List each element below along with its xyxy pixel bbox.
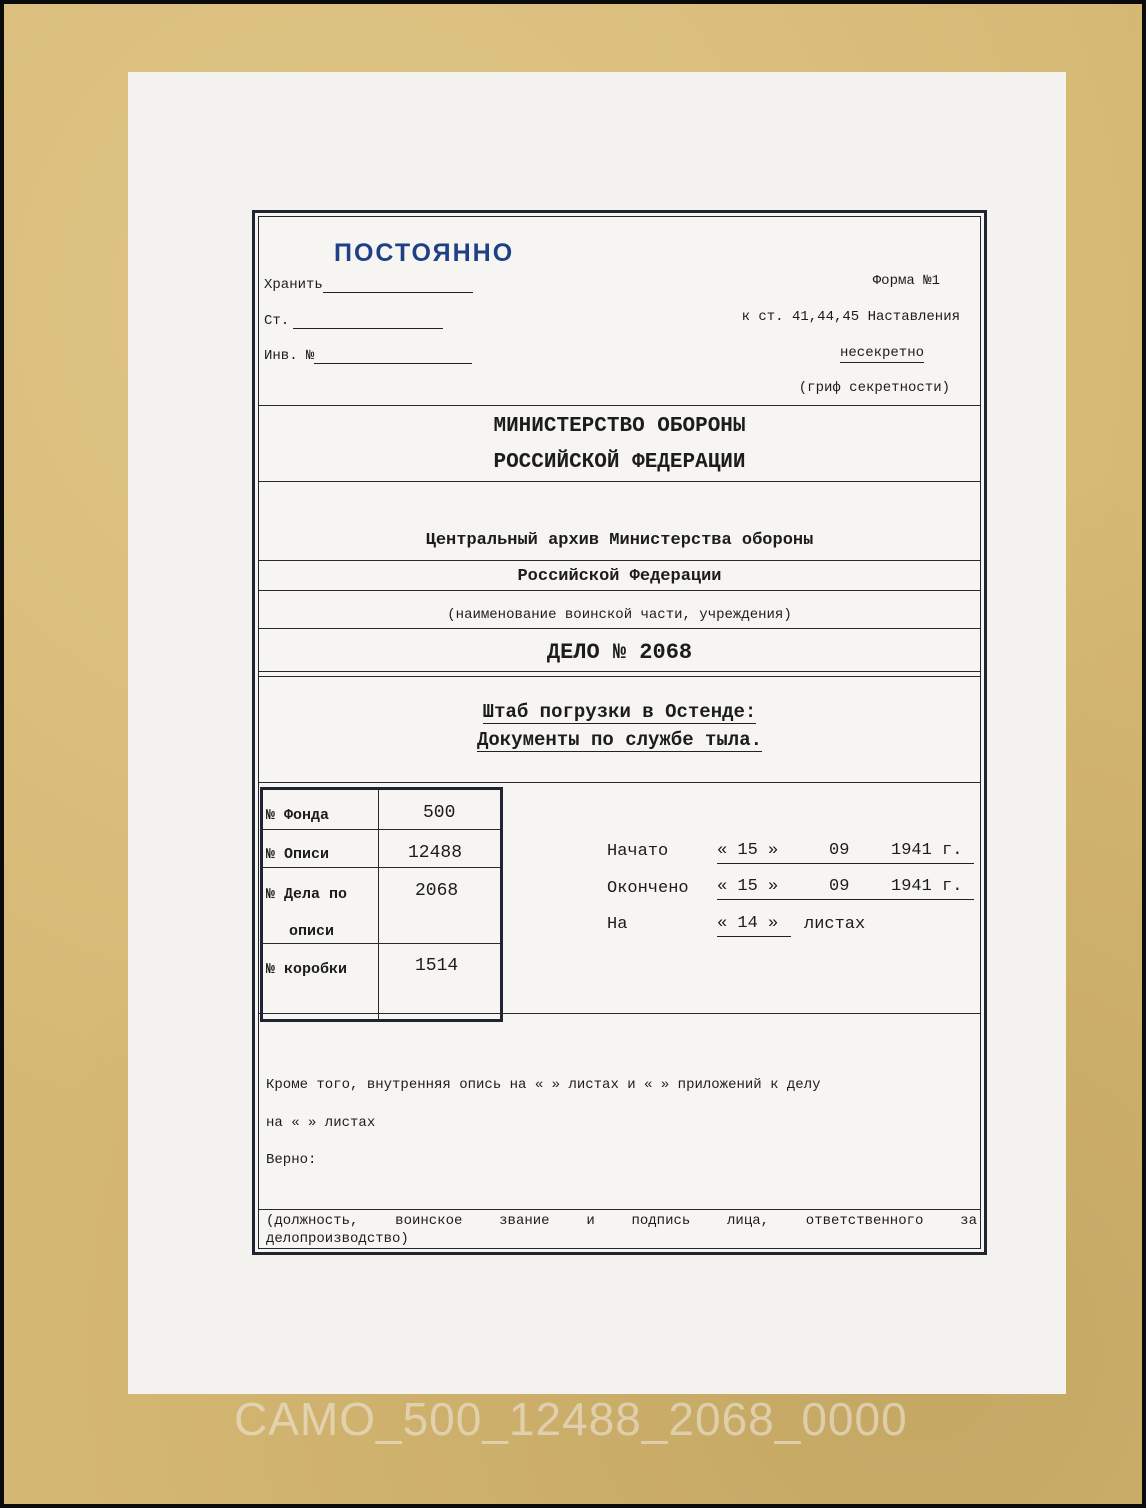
table-row-divider — [263, 943, 500, 944]
caption-word: (должность, — [266, 1213, 359, 1229]
secrecy-value: несекретно — [839, 345, 924, 361]
store-field — [264, 277, 473, 293]
secrecy-caption: (гриф секретности) — [798, 380, 950, 396]
ended-month: 09 — [829, 877, 850, 896]
ended-day: « 15 » — [717, 877, 779, 896]
fond-label: № Фонда — [266, 807, 330, 824]
box-label: № коробки — [266, 961, 348, 978]
divider — [259, 560, 980, 561]
divider — [259, 628, 980, 629]
caption-word: и — [586, 1213, 595, 1229]
signature-line — [259, 1209, 980, 1210]
store-line — [323, 278, 473, 293]
caption-word: лица, — [727, 1213, 770, 1229]
archive-caption: (наименование воинской части, учреждения) — [447, 607, 792, 623]
case-number: ДЕЛО № 2068 — [546, 640, 693, 665]
case-cover-inner — [258, 216, 981, 1249]
caption-word: звание — [499, 1213, 550, 1229]
case-index-table — [260, 787, 503, 1022]
ministry-line-2: РОССИЙСКОЙ ФЕДЕРАЦИИ — [493, 451, 746, 474]
caption-word: делопроизводство) — [266, 1231, 409, 1247]
started-year: 1941 г. — [891, 841, 963, 860]
divider — [259, 676, 980, 677]
case-title — [259, 729, 980, 751]
sheets-count — [717, 914, 791, 937]
internal-inventory-line: Кроме того, внутренняя опись на « » листах и « » приложений к делу — [266, 1077, 821, 1093]
signature-caption — [266, 1213, 977, 1229]
delo-label-1: № Дела по — [266, 886, 348, 903]
caption-word: подпись — [631, 1213, 691, 1229]
caption-word: ответственного — [805, 1213, 924, 1229]
verified-label: Верно: — [266, 1152, 317, 1168]
fond-value: 500 — [423, 803, 456, 823]
delo-label-2: описи — [289, 923, 335, 940]
sheets-label: На — [607, 915, 628, 934]
table-row-divider — [263, 867, 500, 868]
articles-reference: к ст. 41,44,45 Наставления — [741, 309, 960, 325]
divider — [259, 481, 980, 482]
inv-line — [314, 349, 472, 364]
started-label: Начато — [607, 842, 669, 861]
divider — [259, 1013, 980, 1014]
internal-inventory-sheets: на « » листах — [266, 1115, 376, 1131]
retention-stamp: ПОСТОЯННО — [334, 239, 515, 267]
case-title-line-1: Штаб погрузки в Остенде: — [482, 701, 757, 723]
box-value: 1514 — [415, 956, 459, 976]
archive-line-2: Российской Федерации — [517, 567, 722, 586]
store-label: Хранить — [264, 277, 323, 293]
delo-value: 2068 — [415, 881, 459, 901]
scan-watermark: CAMO_500_12488_2068_0000 — [234, 1393, 908, 1445]
divider — [259, 405, 980, 406]
opis-value: 12488 — [408, 843, 463, 863]
divider — [259, 782, 980, 783]
sheets-value: « 14 » — [717, 914, 779, 933]
case-title-line-2: Документы по службе тыла. — [476, 729, 763, 751]
divider — [259, 590, 980, 591]
st-line — [293, 314, 443, 329]
archive-line-1: Центральный архив Министерства обороны — [425, 531, 814, 550]
started-date — [717, 841, 974, 864]
form-number: Форма №1 — [872, 273, 940, 289]
started-day: « 15 » — [717, 841, 779, 860]
sheets-word: листах — [804, 915, 866, 934]
st-label: Ст. — [264, 313, 290, 329]
caption-word: за — [960, 1213, 977, 1229]
opis-label: № Описи — [266, 846, 330, 863]
st-field — [264, 313, 443, 329]
ministry-line-1: МИНИСТЕРСТВО ОБОРОНЫ — [493, 415, 746, 438]
ended-year: 1941 г. — [891, 877, 963, 896]
ended-label: Окончено — [607, 879, 689, 898]
case-title — [259, 701, 980, 723]
ended-date — [717, 877, 974, 900]
inv-label: Инв. № — [264, 348, 315, 364]
table-column-divider — [378, 790, 379, 1019]
inv-field — [264, 348, 472, 364]
case-cover-card — [252, 210, 987, 1255]
divider — [259, 671, 980, 672]
table-row-divider — [263, 829, 500, 830]
caption-word: воинское — [395, 1213, 463, 1229]
started-month: 09 — [829, 841, 850, 860]
